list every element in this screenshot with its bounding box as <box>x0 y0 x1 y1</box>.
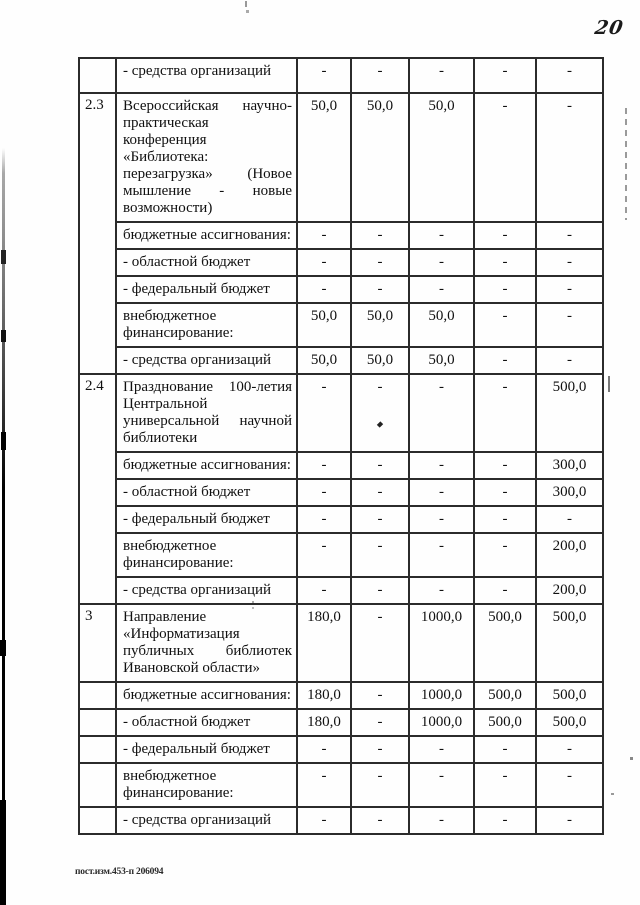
value-cell: - <box>351 479 409 506</box>
label-line: внебюджетное <box>123 538 217 554</box>
label-line: бюджетные ассигнования: <box>123 457 291 473</box>
table-row <box>79 249 603 276</box>
row-label-cell <box>116 249 297 276</box>
value-cell: - <box>351 222 409 249</box>
label-line: - средства организаций <box>123 582 272 598</box>
scan-artifact-speck <box>611 793 614 795</box>
value-cell: - <box>351 506 409 533</box>
table-row <box>79 303 603 347</box>
value-cell: 50,0 <box>409 347 474 374</box>
table-row <box>79 452 603 479</box>
label-line: «Библиотека: <box>123 149 209 165</box>
value-cell: - <box>409 222 474 249</box>
label-line: - областной бюджет <box>123 484 251 500</box>
value-cell: - <box>351 709 409 736</box>
value-cell: 500,0 <box>536 374 603 452</box>
value-cell: 1000,0 <box>409 709 474 736</box>
value-cell: - <box>536 763 603 807</box>
footer-imprint: пост.изм.453-п 206094 <box>75 867 164 877</box>
value-cell: - <box>351 374 409 452</box>
row-label-cell <box>116 479 297 506</box>
label-line: возможности) <box>123 200 213 216</box>
scan-artifact-speck <box>608 376 610 392</box>
scan-artifact-blob <box>1 250 6 264</box>
table-row <box>79 577 603 604</box>
value-cell: - <box>474 736 536 763</box>
label-line: перезагрузка» (Новое <box>123 166 292 182</box>
label-line: - средства организаций <box>123 812 272 828</box>
label-line: универсальной научной <box>123 413 292 429</box>
value-cell: 500,0 <box>474 709 536 736</box>
value-cell: 180,0 <box>297 709 351 736</box>
label-line: внебюджетное <box>123 768 217 784</box>
value-cell: 50,0 <box>297 93 351 222</box>
value-cell: 50,0 <box>297 303 351 347</box>
label-line: «Информатизация <box>123 626 240 642</box>
value-cell: 50,0 <box>409 93 474 222</box>
page-number: 20 <box>593 17 626 39</box>
label-line: - федеральный бюджет <box>123 281 270 297</box>
value-cell: - <box>409 374 474 452</box>
scan-artifact-speck <box>630 757 633 760</box>
value-cell: - <box>474 249 536 276</box>
value-cell: - <box>351 452 409 479</box>
label-line: Всероссийская научно- <box>123 98 292 114</box>
label-line: бюджетные ассигнования: <box>123 227 291 243</box>
scan-artifact-blob <box>1 330 6 342</box>
label-line: внебюджетное <box>123 308 217 324</box>
value-cell: - <box>409 533 474 577</box>
value-cell: - <box>409 249 474 276</box>
value-cell: - <box>409 506 474 533</box>
value-cell: - <box>351 276 409 303</box>
value-cell: 500,0 <box>536 709 603 736</box>
value-cell: - <box>474 374 536 452</box>
table-row <box>79 222 603 249</box>
table-row <box>79 533 603 577</box>
value-cell: 50,0 <box>351 347 409 374</box>
label-line: бюджетные ассигнования: <box>123 687 291 703</box>
value-cell: 300,0 <box>536 452 603 479</box>
table-row <box>79 374 603 452</box>
value-cell: - <box>409 479 474 506</box>
value-cell: - <box>474 452 536 479</box>
value-cell: - <box>297 577 351 604</box>
value-cell: - <box>409 58 474 93</box>
row-label-cell <box>116 374 297 452</box>
scan-artifact-blob <box>0 640 6 656</box>
row-number-cell <box>79 736 116 763</box>
row-label-cell <box>116 763 297 807</box>
value-cell: 50,0 <box>409 303 474 347</box>
value-cell: - <box>297 479 351 506</box>
budget-table <box>78 57 604 835</box>
value-cell: - <box>474 807 536 834</box>
row-label-cell <box>116 807 297 834</box>
value-cell: - <box>536 303 603 347</box>
value-cell: - <box>536 249 603 276</box>
value-cell: - <box>474 303 536 347</box>
scan-artifact-blob <box>1 432 6 450</box>
table-row <box>79 276 603 303</box>
row-number-cell <box>79 709 116 736</box>
table-row <box>79 763 603 807</box>
value-cell: 1000,0 <box>409 604 474 682</box>
label-line: Ивановской области» <box>123 660 260 676</box>
label-line: - средства организаций <box>123 352 272 368</box>
value-cell: - <box>474 577 536 604</box>
value-cell: - <box>536 276 603 303</box>
value-cell: - <box>536 58 603 93</box>
value-cell: - <box>297 807 351 834</box>
label-line: библиотеки <box>123 430 198 446</box>
row-label-cell <box>116 533 297 577</box>
value-cell: - <box>297 452 351 479</box>
label-line: практическая <box>123 115 209 131</box>
value-cell: 50,0 <box>351 93 409 222</box>
value-cell: - <box>474 276 536 303</box>
value-cell: - <box>474 222 536 249</box>
label-line: финансирование: <box>123 555 234 571</box>
value-cell: - <box>297 58 351 93</box>
value-cell: - <box>351 763 409 807</box>
row-label-cell <box>116 604 297 682</box>
value-cell: - <box>297 374 351 452</box>
value-cell: 500,0 <box>536 682 603 709</box>
row-number-cell: 2.4 <box>79 374 116 604</box>
value-cell: - <box>536 222 603 249</box>
value-cell: 500,0 <box>474 604 536 682</box>
row-label-cell <box>116 452 297 479</box>
label-line: Празднование 100-летия <box>123 379 292 395</box>
label-line: - областной бюджет <box>123 254 251 270</box>
row-label-cell <box>116 577 297 604</box>
label-line: финансирование: <box>123 325 234 341</box>
label-line: финансирование: <box>123 785 234 801</box>
label-line: конференция <box>123 132 207 148</box>
row-label-cell <box>116 506 297 533</box>
value-cell: - <box>536 807 603 834</box>
value-cell: - <box>474 479 536 506</box>
table-row <box>79 506 603 533</box>
row-label-cell <box>116 93 297 222</box>
budget-table-body <box>79 58 603 834</box>
value-cell: - <box>351 682 409 709</box>
value-cell: - <box>351 604 409 682</box>
table-row <box>79 807 603 834</box>
row-label-cell <box>116 276 297 303</box>
value-cell: - <box>297 763 351 807</box>
value-cell: - <box>351 58 409 93</box>
label-line: Центральной <box>123 396 208 412</box>
table-row <box>79 479 603 506</box>
label-line: - областной бюджет <box>123 714 251 730</box>
row-label-cell <box>116 303 297 347</box>
scan-artifact-blob <box>0 800 6 905</box>
value-cell: 180,0 <box>297 604 351 682</box>
value-cell: 200,0 <box>536 577 603 604</box>
value-cell: - <box>474 506 536 533</box>
scan-artifact-speck <box>246 10 249 13</box>
row-label-cell <box>116 736 297 763</box>
scan-artifact-right-dashed-line <box>625 108 627 220</box>
row-number-cell: 3 <box>79 604 116 682</box>
label-line: - федеральный бюджет <box>123 511 270 527</box>
value-cell: - <box>409 807 474 834</box>
value-cell: - <box>474 58 536 93</box>
value-cell: - <box>351 807 409 834</box>
row-label-cell <box>116 709 297 736</box>
value-cell: - <box>409 276 474 303</box>
value-cell: - <box>409 452 474 479</box>
value-cell: - <box>297 533 351 577</box>
value-cell: - <box>474 93 536 222</box>
label-line: публичных библиотек <box>123 643 292 659</box>
value-cell: - <box>351 736 409 763</box>
row-number-cell: 2.3 <box>79 93 116 374</box>
value-cell: 500,0 <box>474 682 536 709</box>
label-line: - средства организаций <box>123 63 272 79</box>
value-cell: - <box>409 763 474 807</box>
value-cell: - <box>351 533 409 577</box>
row-label-cell <box>116 58 297 93</box>
value-cell: - <box>409 577 474 604</box>
table-row <box>79 93 603 222</box>
value-cell: 1000,0 <box>409 682 474 709</box>
row-number-cell <box>79 682 116 709</box>
value-cell: - <box>409 736 474 763</box>
label-line: Направление <box>123 609 207 625</box>
scan-artifact-speck <box>245 1 247 7</box>
value-cell: 500,0 <box>536 604 603 682</box>
value-cell: - <box>536 347 603 374</box>
row-number-cell <box>79 807 116 834</box>
table-row <box>79 709 603 736</box>
value-cell: - <box>351 577 409 604</box>
value-cell: 180,0 <box>297 682 351 709</box>
label-line: - федеральный бюджет <box>123 741 270 757</box>
row-label-cell <box>116 682 297 709</box>
value-cell: - <box>536 93 603 222</box>
value-cell: - <box>351 249 409 276</box>
table-row <box>79 682 603 709</box>
value-cell: - <box>297 276 351 303</box>
table-row <box>79 58 603 93</box>
value-cell: 50,0 <box>351 303 409 347</box>
row-number-cell <box>79 58 116 93</box>
value-cell: - <box>536 506 603 533</box>
table-row <box>79 736 603 763</box>
value-cell: - <box>297 506 351 533</box>
row-label-cell <box>116 222 297 249</box>
value-cell: 200,0 <box>536 533 603 577</box>
value-cell: - <box>474 533 536 577</box>
value-cell: - <box>536 736 603 763</box>
value-cell: - <box>474 347 536 374</box>
label-line: мышление - новые <box>123 183 292 199</box>
value-cell: 300,0 <box>536 479 603 506</box>
table-row <box>79 347 603 374</box>
table-row <box>79 604 603 682</box>
value-cell: - <box>297 736 351 763</box>
value-cell: 50,0 <box>297 347 351 374</box>
row-number-cell <box>79 763 116 807</box>
value-cell: - <box>474 763 536 807</box>
row-label-cell <box>116 347 297 374</box>
value-cell: - <box>297 249 351 276</box>
value-cell: - <box>297 222 351 249</box>
